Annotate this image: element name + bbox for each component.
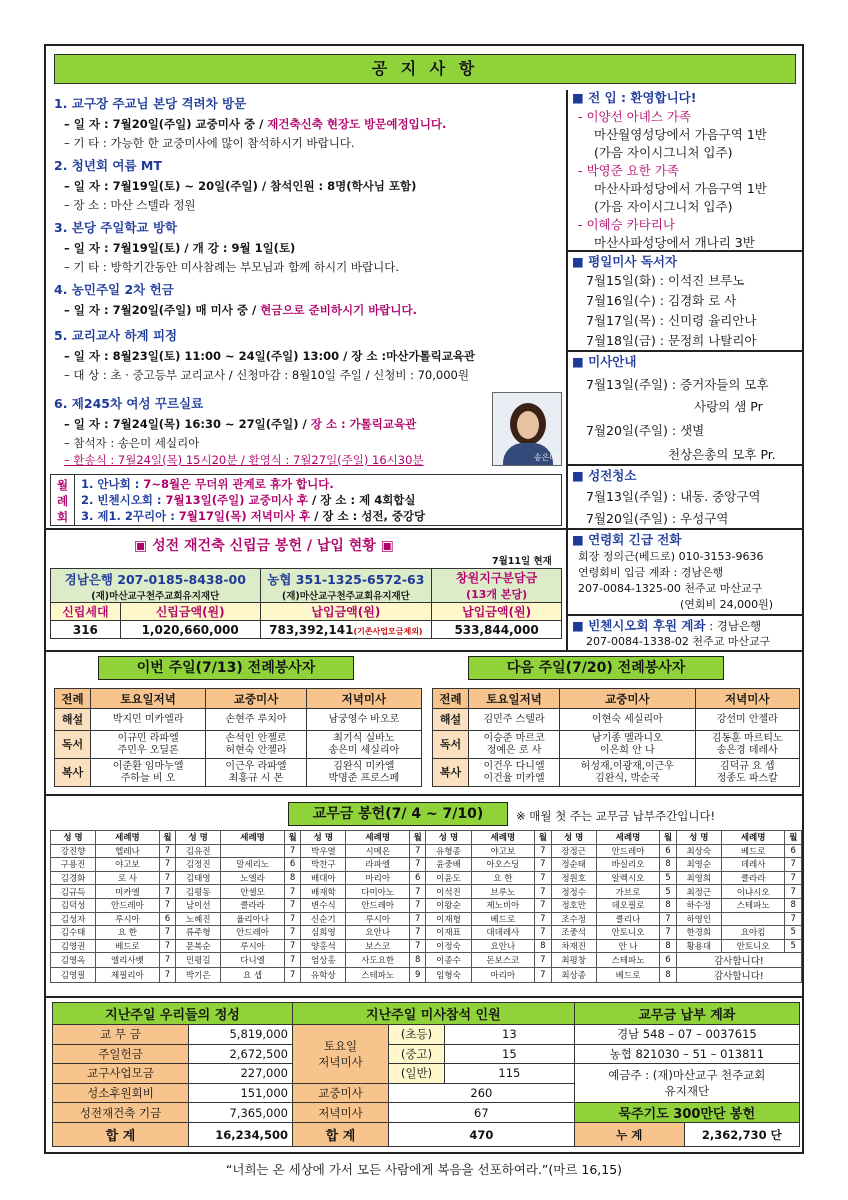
fund-title: ▣ 성전 재건축 신립금 봉헌 / 납입 현황 ▣ xyxy=(134,538,394,554)
thanks-note: 감사합니다! xyxy=(676,953,801,968)
table-row: 김수태 요 한 7 류주형 안드레아 7 심희영 요안나 7 이재표 대데레사 7 조중석 안토니오 7 한경희 요아킴 5 xyxy=(51,926,802,940)
funeral-2: 연령회비 입금 계좌 : 경남은행 xyxy=(578,566,724,579)
notice-2-line2: – 장 소 : 마산 스텔라 정원 xyxy=(64,198,196,212)
bulletin-page xyxy=(44,44,804,1154)
table-row: 김규득 미카엘 7 김평동 안셀모 7 배재학 다미아노 7 이석진 브루노 7 정정수 가브로 5 최정근 이냐시오 7 xyxy=(51,885,802,899)
reader-3: 7월17일(목) : 신미령 율리안나 xyxy=(586,313,757,328)
notice-2-line1: – 일 자 : 7월19일(토) ~ 20일(주일) / 참석인원 : 8명(학사님 포함) xyxy=(64,179,417,193)
mass-guide-1: 7월13일(주일) : 증거자들의 모후 xyxy=(586,377,769,392)
offering-col-header: 세례명 xyxy=(96,831,160,845)
table-row: 김덕성 안드레아 7 남이선 클라라 7 변수식 안드레아 7 이왕순 제노비아 7 정호만 데오필로 8 하수정 스테파노 8 xyxy=(51,898,802,912)
notice-2-title: 2. 청년회 여름 MT xyxy=(54,158,162,173)
notice-4-title: 4. 농민주일 2차 헌금 xyxy=(54,282,174,297)
offering-col-header: 성 명 xyxy=(301,831,346,845)
offering-note: ※ 매월 첫 주는 교무금 납부주간입니다! xyxy=(516,809,716,823)
offering-col-header: 월 xyxy=(785,831,802,845)
welcome-3-d1: 마산사파성당에서 개나리 3반 xyxy=(594,235,755,250)
monthly-meetings xyxy=(50,474,562,526)
notice-5-line1: – 일 자 : 8월23일(토) 11:00 ~ 24일(주일) 13:00 / 장 소 :마산가톨릭교육관 xyxy=(64,349,476,363)
table-row: 김경화 로 사 7 김태영 노엘라 8 배대아 마리아 6 이윤도 요 한 7 정원호 알렉시오 5 최영희 클라라 7 xyxy=(51,871,802,885)
offering-col-header: 성 명 xyxy=(426,831,471,845)
offering-col-header: 월 xyxy=(410,831,426,845)
offering-col-header: 성 명 xyxy=(176,831,221,845)
this-week-title: 이번 주일(7/13) 전례봉사자 xyxy=(98,656,354,680)
offering-col-header: 세례명 xyxy=(596,831,660,845)
thanks-note: 감사합니다! xyxy=(676,968,801,983)
welcome-1-d2: (가음 자이시그니처 입주) xyxy=(594,145,733,160)
offering-col-header: 월 xyxy=(660,831,676,845)
offering-col-header: 세례명 xyxy=(346,831,410,845)
notice-1-line2: – 기 타 : 가능한 한 교중미사에 많이 참석하시기 바랍니다. xyxy=(64,136,355,150)
welcome-2-d1: 마산사파성당에서 가음구역 1반 xyxy=(594,181,767,196)
monthly-item-1: 1. 안나회 : 7~8월은 무더위 관계로 휴가 합니다. xyxy=(81,477,334,491)
reader-4: 7월18일(금) : 문정희 나탈리아 xyxy=(586,333,757,348)
this-week-table: 전례 토요일저녁 교중미사 저녁미사 해설 박지민 미카엘라 손현주 루치아 남궁영수 바오로 독서 이규민 라파엘 주민우 오딜론 손석인 안젤로 허현숙 안젤라 최기식 실바노 송은미 세실리아 복사 이준환 임마누엘 주하늘 비 오 이근우 라파엘 최홍규 시 몬 김완식 미카엘 박명준 프로스페 xyxy=(54,688,422,787)
offering-table xyxy=(50,830,802,983)
notice-5-title: 5. 교리교사 하계 피정 xyxy=(54,328,178,343)
mass-guide-3: 7월20일(주일) : 샛별 xyxy=(586,423,705,438)
notice-4-line1: – 일 자 : 7월20일(주일) 매 미사 중 / 현금으로 준비하시기 바랍니다. xyxy=(64,303,417,317)
finance-table: 지난주일 우리들의 정성 지난주일 미사참석 인원 교무금 납부 계좌 교 무 금 5,819,000 토요일 저녁미사 (초등) 13 경남 548 – 07 – 0037615 주일헌금 2,672,500 (중고) 15 농협 821030 – 51 – 013811 교구사업모금 227,000 (일반) 115 예금주 : (재)마산교구 천주교회 유지재단 성소후원회비 151,000 교중미사 260 성전재건축 기금 7,365,000 저녁미사 67 묵주기도 300만단 봉헌 합 계 16,234,500 합 계 470 누 계 2,362,730 단 xyxy=(52,1002,800,1147)
notice-1-line1: – 일 자 : 7월20일(주일) 교중미사 중 / 재건축신축 현장도 방문예정입니다. xyxy=(64,117,447,131)
mass-guide-4: 천상은총의 모후 Pr. xyxy=(668,447,776,462)
fund-date: 7월11일 현재 xyxy=(492,556,552,567)
vincent-account: 207-0084-1338-02 천주교 마산교구 xyxy=(586,635,771,648)
reader-2: 7월16일(수) : 김경화 로 사 xyxy=(586,293,737,308)
table-row: 김영옥 엘리사벳 7 민평길 다니엘 7 엄상홍 사도요한 8 이종수 돈보스코 7 최평창 스테파노 6 감사합니다! xyxy=(51,953,802,968)
offering-col-header: 성 명 xyxy=(551,831,596,845)
monthly-item-3: 3. 제1. 2꾸리아 : 7월17일(목) 저녁미사 후 / 장 소 : 성전, 중강당 xyxy=(81,509,426,523)
offering-col-header: 세례명 xyxy=(221,831,285,845)
notice-3-title: 3. 본당 주일학교 방학 xyxy=(54,220,178,235)
table-row: 김성자 루시아 6 노혜진 율리아나 7 신순기 루시아 7 이재형 베드로 7 조수정 클리나 7 하영인 7 xyxy=(51,912,802,926)
photo-caption: 송은미 xyxy=(533,453,557,462)
vincent-title: ■ 빈첸시오회 후원 계좌 : 경남은행 xyxy=(572,618,762,633)
welcome-2-name: - 박영준 요한 가족 xyxy=(578,163,679,178)
notice-3-line2: – 기 타 : 방학기간동안 미사참례는 부모님과 함께 하시기 바랍니다. xyxy=(64,260,400,274)
welcome-3-name: - 이혜승 카타리나 xyxy=(578,217,675,232)
table-row: 구용진 야고보 7 김정진 말세리노 6 박찬구 라파엘 7 윤중배 아오스딩 7 정순태 바실리오 8 최영순 데레사 7 xyxy=(51,858,802,872)
notice-6-title: 6. 제245차 여성 꾸르실료 xyxy=(54,396,204,411)
welcome-title: ■ 전 입 : 환영합니다! xyxy=(572,90,697,105)
mass-guide-2: 사랑의 샘 Pr xyxy=(694,399,763,414)
reader-1: 7월15일(화) : 이석진 브루노 xyxy=(586,273,745,288)
notice-header: 공 지 사 항 xyxy=(54,54,796,84)
mass-guide-title: ■ 미사안내 xyxy=(572,354,637,369)
notice-6-line3: – 환송식 : 7월24일(목) 15시20분 / 환영식 : 7월27일(주일) 16시30분 xyxy=(64,453,424,467)
welcome-1-d1: 마산월영성당에서 가음구역 1반 xyxy=(594,127,767,142)
monthly-item-2: 2. 빈첸시오회 : 7월13일(주일) 교중미사 후 / 장 소 : 제 4회합실 xyxy=(81,493,416,507)
welcome-2-d2: (가음 자이시그니처 입주) xyxy=(594,199,733,214)
funeral-3: 207-0084-1325-00 천주교 마산교구 xyxy=(578,582,763,595)
offering-col-header: 성 명 xyxy=(51,831,96,845)
offering-col-header: 월 xyxy=(284,831,300,845)
notice-6-line2: – 참석자 : 송은미 세실리아 xyxy=(64,436,200,450)
welcome-1-name: - 이양선 아녜스 가족 xyxy=(578,109,692,124)
next-week-title: 다음 주일(7/20) 전례봉사자 xyxy=(468,656,724,680)
notice-3-line1: – 일 자 : 7월19일(토) / 개 강 : 9월 1일(토) xyxy=(64,241,296,255)
cleaning-1: 7월13일(주일) : 내동. 중앙구역 xyxy=(586,489,761,504)
participant-photo xyxy=(492,392,562,466)
funeral-4: (연회비 24,000원) xyxy=(680,598,774,611)
next-week-table: 전례 토요일저녁 교중미사 저녁미사 해설 김민주 스텔라 이현숙 세실리아 강선미 안젤라 독서 이승준 마르코 정예은 로 사 남기종 멜라니오 이은희 안 나 김동훈 마르티노 송은경 데레사 복사 이건우 다니엘 이건율 미카엘 허성재,이광재,이근우 김완식, 박순국 김덕규 요 셉 정종도 파스칼 xyxy=(432,688,800,787)
offering-col-header: 월 xyxy=(159,831,175,845)
cleaning-2: 7월20일(주일) : 우성구역 xyxy=(586,511,729,526)
funeral-1: 회장 정의근(베드로) 010-3153-9636 xyxy=(578,550,764,563)
offering-col-header: 세례명 xyxy=(471,831,535,845)
table-row: 김영권 베드로 7 문복순 루시아 7 양홍석 보스코 7 이정숙 요안나 8 차재진 안 나 8 황용대 안토니오 5 xyxy=(51,939,802,953)
table-row: 김영필 제필리아 7 박기은 요 셉 7 유학상 스테파노 9 임형숙 마리아 7 최상종 베드로 8 감사합니다! xyxy=(51,968,802,983)
offering-col-header: 월 xyxy=(535,831,551,845)
readers-title: ■ 평일미사 독서자 xyxy=(572,254,678,269)
monthly-label: 월 례 회 xyxy=(51,475,75,525)
offering-col-header: 세례명 xyxy=(721,831,785,845)
footer-verse: “너희는 온 세상에 가서 모든 사람에게 복음을 선포하여라.”(마르 16,15) xyxy=(225,1162,623,1177)
offering-title: 교무금 봉헌(7/ 4 ~ 7/10) xyxy=(288,802,508,826)
table-row: 강진향 헬레나 7 김유진 7 박우열 시메온 7 유형종 야고보 7 장정근 안드레아 6 최상숙 베드로 6 xyxy=(51,844,802,858)
notice-5-line2: – 대 상 : 초 · 중고등부 교리교사 / 신청마감 : 8월10일 주일 / 신청비 : 70,000원 xyxy=(64,368,469,382)
fund-table: 경남은행 207-0185-8438-00 (재)마산교구천주교회유지재단 농협 351-1325-6572-63 (재)마산교구천주교회유지재단 창원지구분담금 (13개 본당) 신립세대 신립금액(원) 납입금액(원) 납입금액(원) 316 1,020,660,000 783,392,141(기존사업모금제외) 533,844,000 xyxy=(50,568,562,639)
notice-6-line1: – 일 자 : 7월24일(목) 16:30 ~ 27일(주일) / 장 소 : 가톨릭교육관 xyxy=(64,417,417,431)
cleaning-title: ■ 성전청소 xyxy=(572,468,637,483)
funeral-title: ■ 연령회 긴급 전화 xyxy=(572,532,682,547)
offering-col-header: 성 명 xyxy=(676,831,721,845)
notice-1-title: 1. 교구장 주교님 본당 격려차 방문 xyxy=(54,96,247,111)
